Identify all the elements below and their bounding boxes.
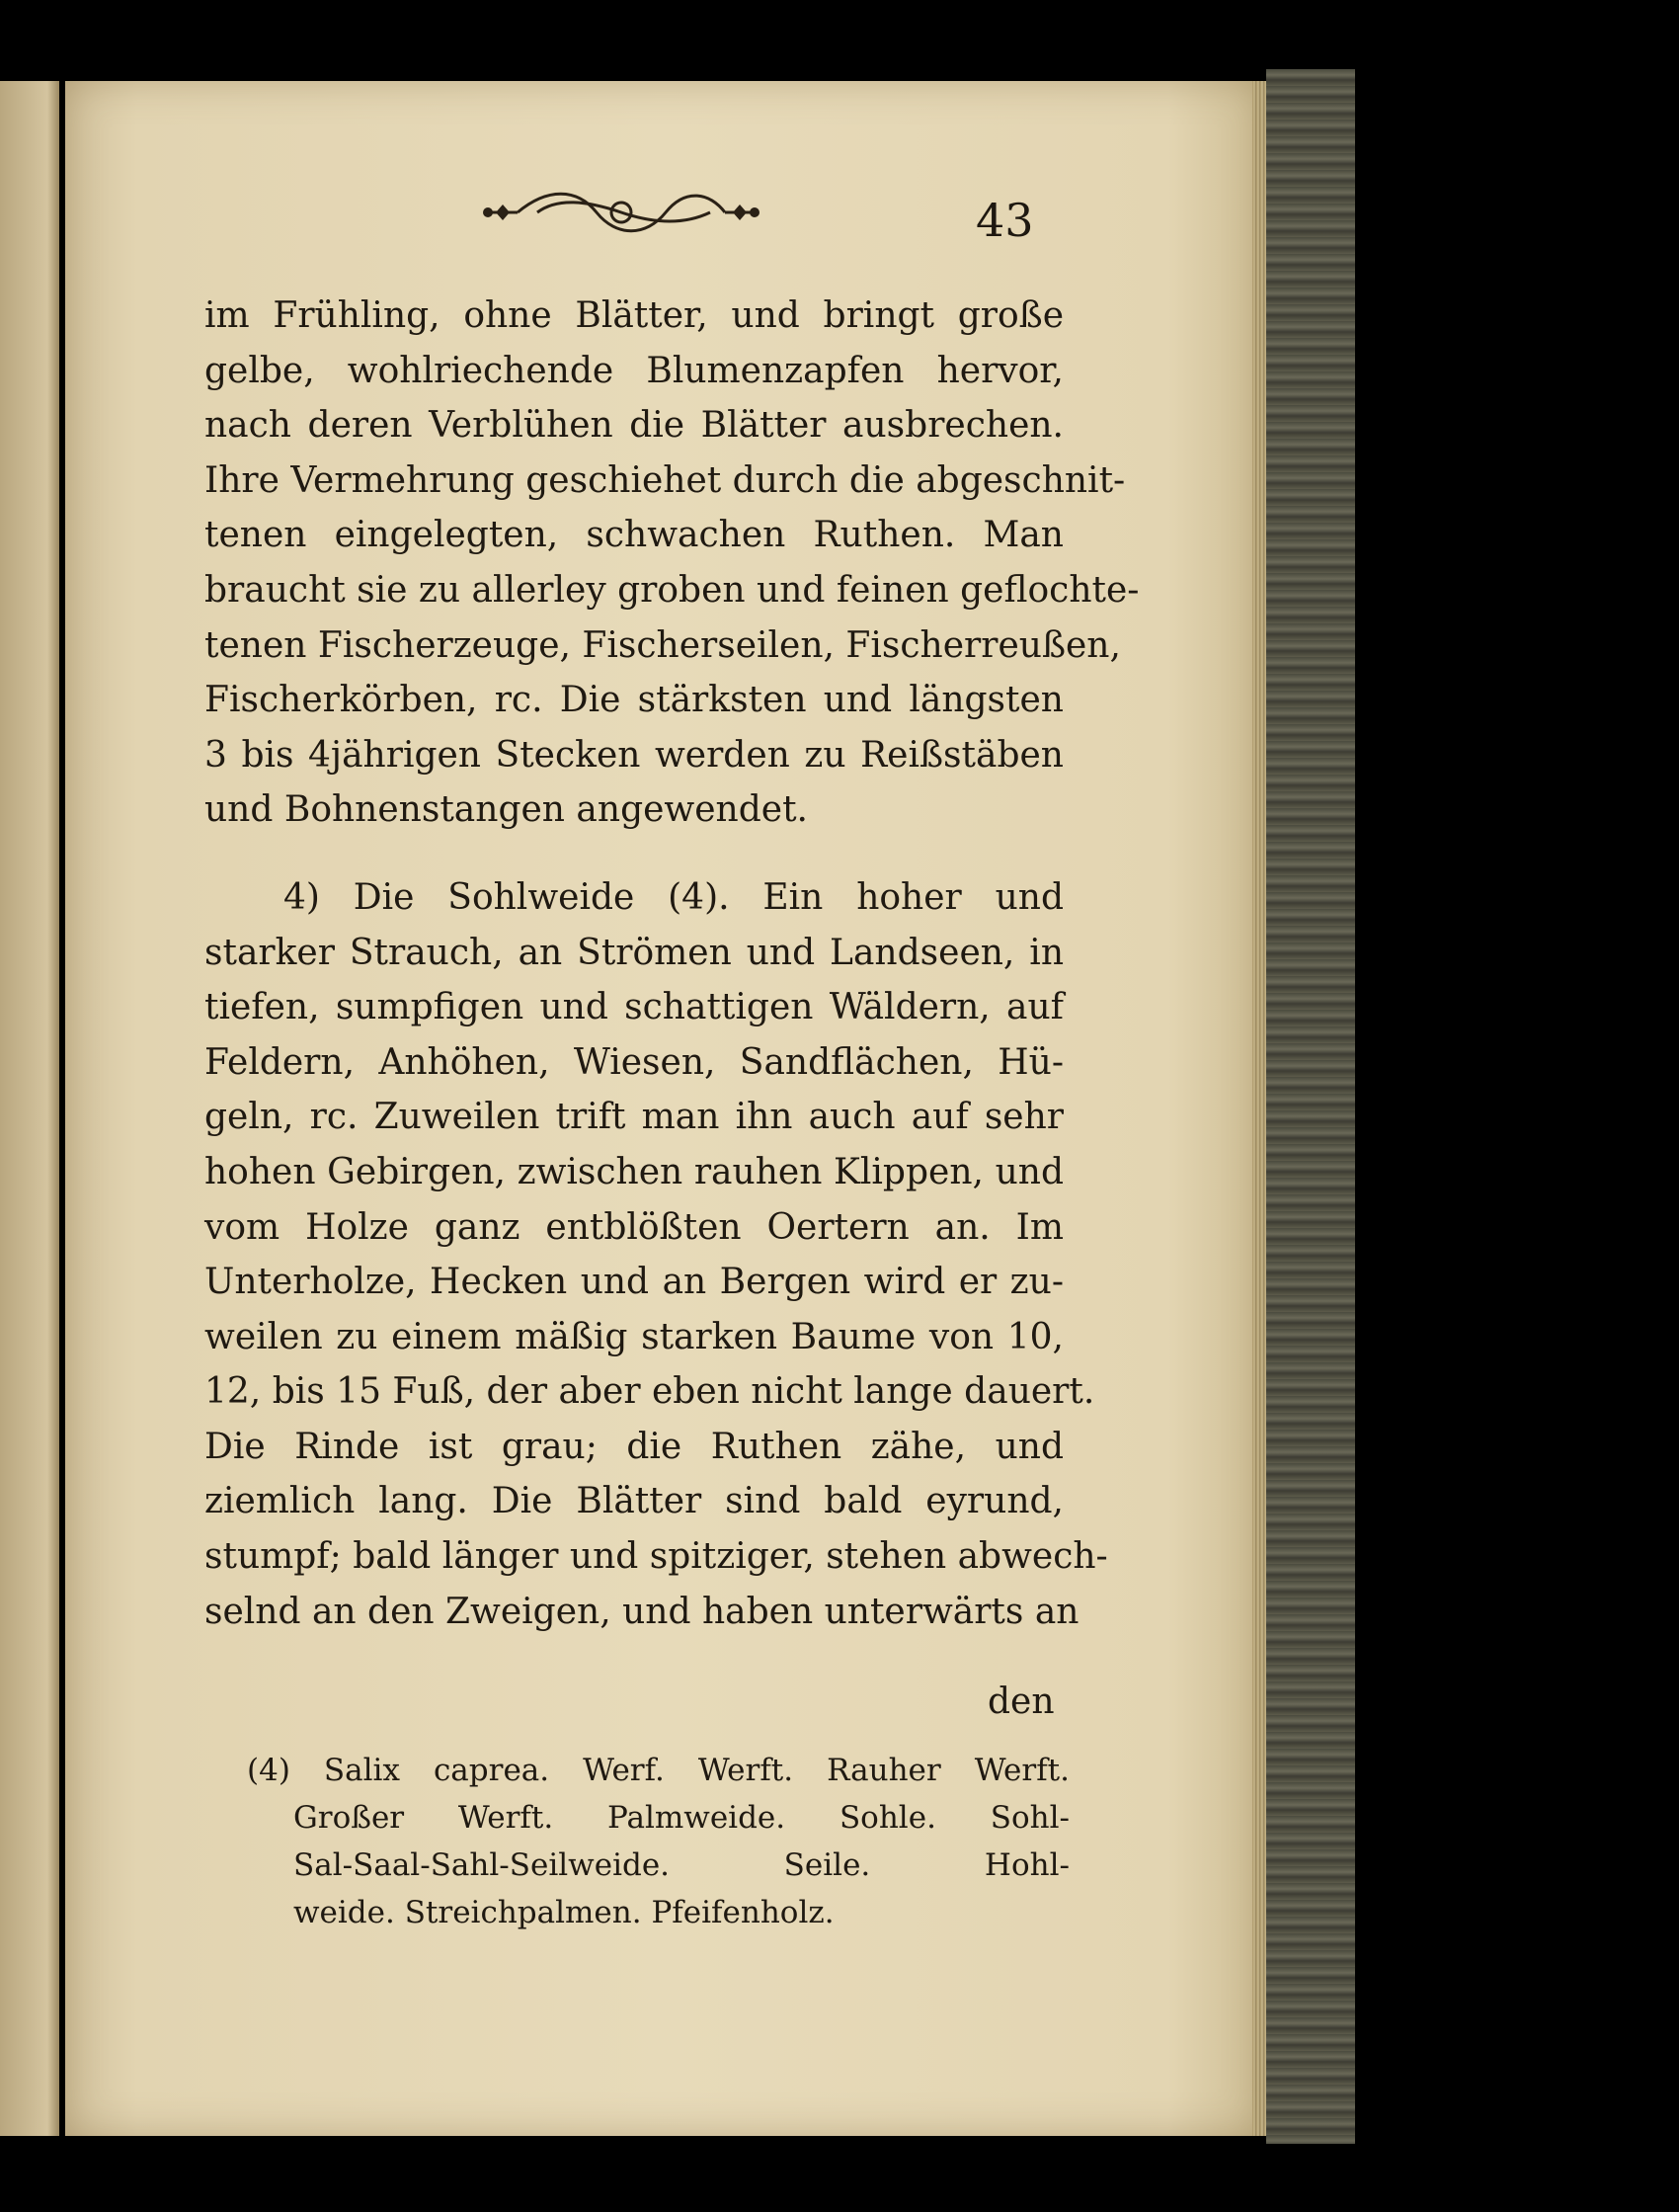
text-line: gelbe, wohlriechende Blumenzapfen hervor,	[204, 350, 1064, 391]
text-line: selnd an den Zweigen, und haben unterwärts an	[204, 1591, 1079, 1632]
page-number: 43	[976, 194, 1034, 247]
text-line: Feldern, Anhöhen, Wiesen, Sandflächen, Hü-	[204, 1041, 1064, 1083]
header-ornament	[478, 183, 764, 242]
text-line: tiefen, sumpfigen und schattigen Wäldern, auf	[204, 987, 1064, 1028]
text-line: starker Strauch, an Strömen und Landseen, in	[204, 932, 1064, 973]
text-line: Ihre Vermehrung geschiehet durch die abgeschnit-	[204, 459, 1126, 501]
book-cover-edge	[1266, 69, 1355, 2144]
catchword: den	[988, 1681, 1055, 1722]
footnote-line	[247, 1747, 1070, 1794]
paragraph	[204, 288, 1140, 838]
text-line: geln, rc. Zuweilen trift man ihn auch auf sehr	[204, 1097, 1064, 1138]
text-line: vom Holze ganz entblößten Oertern an. Im	[204, 1206, 1064, 1248]
text-line: ziemlich lang. Die Blätter sind bald eyrund,	[204, 1481, 1064, 1522]
text-line: braucht sie zu allerley groben und feinen geflochte-	[204, 569, 1140, 611]
text-line: tenen Fischerzeuge, Fischerseilen, Fischerreußen,	[204, 624, 1121, 666]
footnote	[247, 1747, 1070, 1936]
text-line: 4) Die Sohlweide (4). Ein hoher und	[283, 876, 1064, 918]
footnote-text: Salix caprea. Werf. Werft. Rauher Werft.	[323, 1753, 1070, 1788]
text-line: Die Rinde ist grau; die Ruthen zähe, und	[204, 1426, 1064, 1467]
footnote-line: Großer Werft. Palmweide. Sohle. Sohl-	[293, 1800, 1070, 1836]
footnote-line: weide. Streichpalmen. Pfeifenholz.	[293, 1895, 835, 1930]
text-line: Fischerkörben, rc. Die stärksten und längsten	[204, 680, 1064, 721]
text-line: weilen zu einem mäßig starken Baume von 10,	[204, 1316, 1064, 1357]
paragraph	[204, 870, 1108, 1639]
text-line: 3 bis 4jährigen Stecken werden zu Reißstäben	[204, 734, 1064, 776]
text-line: stumpf; bald länger und spitziger, stehen abwech-	[204, 1536, 1108, 1578]
body-text	[204, 288, 1140, 1639]
text-line: tenen eingelegten, schwachen Ruthen. Man	[204, 515, 1064, 556]
footnote-marker: (4)	[247, 1753, 290, 1788]
text-line: nach deren Verblühen die Blätter ausbrechen.	[204, 405, 1064, 447]
text-line: im Frühling, ohne Blätter, und bringt große	[204, 295, 1064, 336]
text-line: und Bohnenstangen angewendet.	[204, 789, 808, 831]
text-line: Unterholze, Hecken und an Bergen wird er zu-	[204, 1262, 1064, 1303]
text-line: hohen Gebirgen, zwischen rauhen Klippen, und	[204, 1151, 1064, 1192]
facing-page-edge	[0, 81, 59, 2136]
text-line: 12, bis 15 Fuß, der aber eben nicht lange dauert.	[204, 1371, 1095, 1413]
footnote-line: Sal-Saal-Sahl-Seilweide. Seile. Hohl-	[293, 1847, 1070, 1883]
